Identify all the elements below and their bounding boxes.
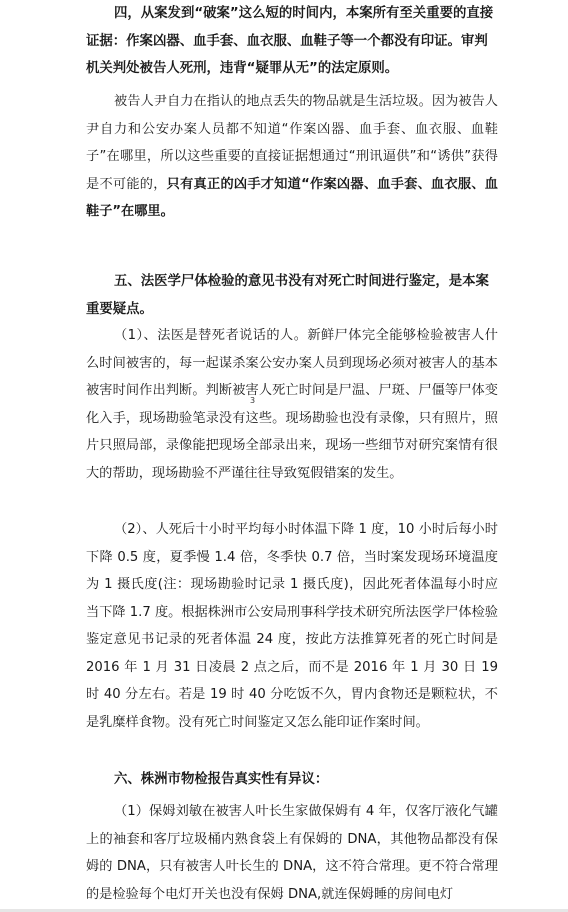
section-4-paragraph-text: 被告人尹自力在指认的地点丢失的物品就是生活垃圾。因为被告人尹自力和公安办案人员都不知道“作案凶器、血手套、血衣服、血鞋子”在哪里，所以这些重要的直接证据想通过“刑讯逼供”和“诱供”获得是不可能的， [86,94,498,192]
page-number: 3 [250,396,256,405]
section-5-paragraph-1: （1）、法医是替死者说话的人。新鲜尸体完全能够检验被害人什么时间被害的，每一起谋杀案公安办案人员到现场必须对被害人的基本被害时间作出判断。判断被害人死亡时间是尸温、尸斑、尸僵等尸体变化入手，现场勘验笔录没有这些。现场勘验也没有录像，只有照片，照片只照局部，录像能把现场全部录出来，现场一些细节对研究案情有很大的帮助，现场勘验不严谨往往导致冤假错案的发生。 [86,328,498,481]
section-4-heading: 四，从案发到“破案”这么短的时间内，本案所有至关重要的直接证据：作案凶器、血手套、血衣服、血鞋子等一个都没有印证。审判机关判处被告人死刑，违背“疑罪从无”的法定原则。 [86,6,494,76]
section-4-paragraph-emphasis: 只有真正的凶手才知道“作案凶器、血手套、血衣服、血鞋子”在哪里。 [86,176,498,219]
section-6-heading: 六、株洲市物检报告真实性有异议： [114,772,329,787]
section-6-paragraph-1: （1）保姆刘敏在被害人叶长生家做保姆有 4 年，仅客厅液化气罐上的袖套和客厅垃圾桶内熟食袋上有保姆的 DNA，其他物品都没有保姆的 DNA，只有被害人叶长生的 DNA，这不符合常理。更不符合常理的是检验每个电灯开关也没有保姆 DNA,就连保姆睡的房间电灯 [86,804,498,902]
section-5-paragraph-2: （2）、人死后十小时平均每小时体温下降 1 度，10 小时后每小时下降 0.5 度，夏季慢 1.4 倍，冬季快 0.7 倍，当时案发现场环境温度为 1 摄氏度(注：现场勘验时记录 1 摄氏度)，因此死者体温每小时应当下降 1.7 度。根据株洲市公安局刑事科学技术研究所法医学尸体检验鉴定意见书记录的死者体温 24 度，按此方法推算死者的死亡时间是 2016 年 1 月 31 日凌晨 2 点之后，而不是 2016 年 1 月 30 日 19 时 40 分左右。若是 19 时 40 分吃饭不久，胃内食物还是颗粒状，不是乳糜样食物。没有死亡时间鉴定又怎么能印证作案时间。 [86,522,498,730]
section-5-heading: 五、法医学尸体检验的意见书没有对死亡时间进行鉴定，是本案重要疑点。 [86,274,489,317]
section-4-paragraph [86,88,498,226]
